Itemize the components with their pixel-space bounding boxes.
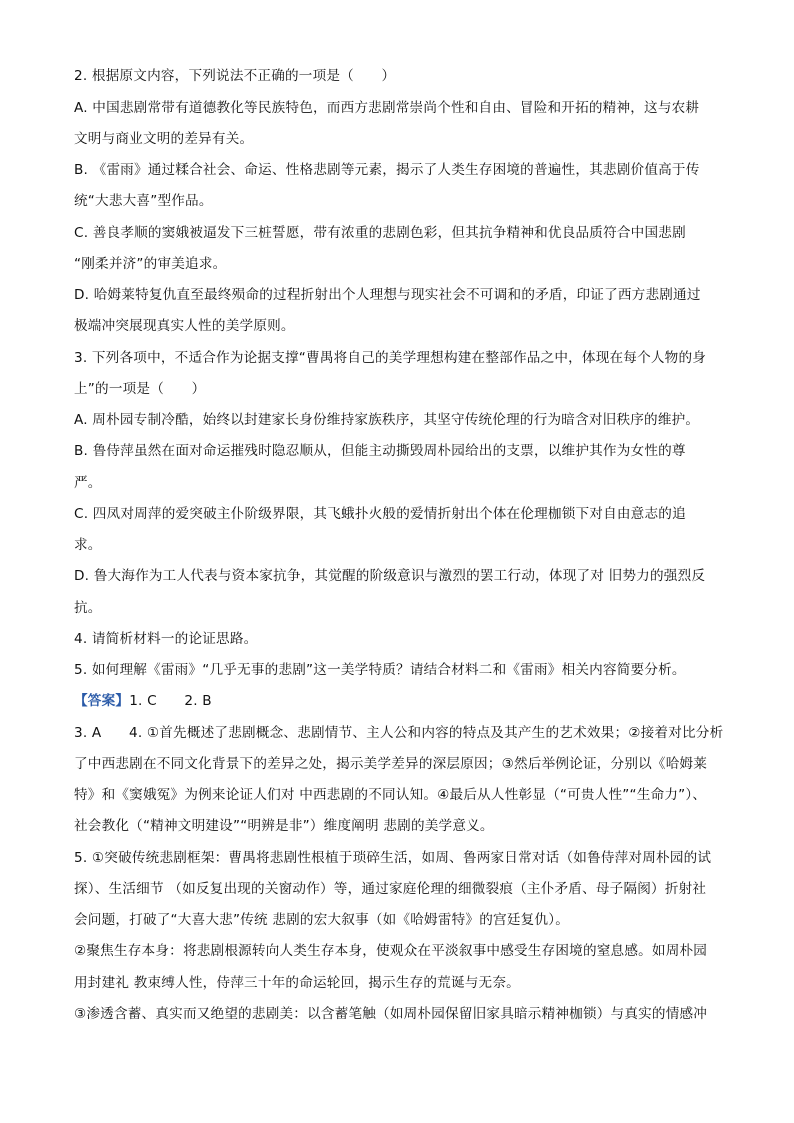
text-line: 文明与商业文明的差异有关。 xyxy=(74,131,254,147)
text-line: C. 善良孝顺的窦娥被逼发下三桩誓愿，带有浓重的悲剧色彩，但其抗争精神和优良品质符合中国悲剧 xyxy=(74,225,686,241)
text-line: 上”的一项是（ ） xyxy=(74,381,206,397)
answer-text: 1. C 2. B xyxy=(129,693,212,709)
text-line: 5. 如何理解《雷雨》“几乎无事的悲剧”这一美学特质？请结合材料二和《雷雨》相关内容简要分析。 xyxy=(74,662,686,678)
answer-line: 探）、生活细节 （如反复出现的关窗动作）等，通过家庭伦理的细微裂痕（主仆矛盾、母子隔阂）折射社 xyxy=(74,881,707,897)
answer-line: 3. A 4. ①首先概述了悲剧概念、悲剧情节、主人公和内容的特点及其产生的艺术效果；②接着对比分析 xyxy=(74,725,724,741)
text-line: “刚柔并济”的审美追求。 xyxy=(74,256,227,272)
answer-line: ③渗透含蓄、真实而又绝望的悲剧美：以含蓄笔触（如周朴园保留旧家具暗示精神枷锁）与真实的情感冲 xyxy=(74,1006,708,1022)
answer-line: 5. ①突破传统悲剧框架：曹禺将悲剧性根植于琐碎生活，如周、鲁两家日常对话（如鲁侍萍对周朴园的试 xyxy=(74,850,712,866)
answer-line: 会问题，打破了“大喜大悲”传统 悲剧的宏大叙事（如《哈姆雷特》的宫廷复仇）。 xyxy=(74,912,569,928)
answer-line: ②聚焦生存本身：将悲剧根源转向人类生存本身，使观众在平淡叙事中感受生存困境的窒息感。如周朴园 xyxy=(74,943,708,959)
answer-line: 用封建礼 教束缚人性，侍萍三十年的命运轮回，揭示生存的荒诞与无奈。 xyxy=(74,975,520,991)
text-line: 极端冲突展现真实人性的美学原则。 xyxy=(74,318,295,334)
answer-line xyxy=(74,692,734,710)
text-line: D. 哈姆莱特复仇直至最终殒命的过程折射出个人理想与现实社会不可调和的矛盾，印证了西方悲剧通过 xyxy=(74,287,701,303)
text-line: D. 鲁大海作为工人代表与资本家抗争，其觉醒的阶级意识与激烈的罢工行动，体现了对 旧势力的强烈反 xyxy=(74,568,706,584)
text-line: B. 《雷雨》通过糅合社会、命运、性格悲剧等元素，揭示了人类生存困境的普遍性，其悲剧价值高于传 xyxy=(74,162,700,178)
text-line: 统“大悲大喜”型作品。 xyxy=(74,193,213,209)
text-line: 抗。 xyxy=(74,600,102,616)
answer-line: 了中西悲剧在不同文化背景下的差异之处，揭示美学差异的深层原因；③然后举例论证，分别以《哈姆莱 xyxy=(74,756,708,772)
text-line: 3. 下列各项中，不适合作为论据支撑“曹禺将自己的美学理想构建在整部作品之中，体现在每个人物的身 xyxy=(74,350,707,366)
answer-line: 社会教化（“精神文明建设”“明辨是非”）维度阐明 悲剧的美学意义。 xyxy=(74,818,494,834)
text-line: C. 四凤对周萍的爱突破主仆阶级界限，其飞蛾扑火般的爱情折射出个体在伦理枷锁下对自由意志的追 xyxy=(74,506,686,522)
text-line: 2. 根据原文内容，下列说法不正确的一项是（ ） xyxy=(74,68,396,84)
text-line: B. 鲁侍萍虽然在面对命运摧残时隐忍顺从，但能主动撕毁周朴园给出的支票，以维护其作为女性的尊 xyxy=(74,443,686,459)
text-line: 4. 请简析材料一的论证思路。 xyxy=(74,631,258,647)
text-line: A. 周朴园专制冷酷，始终以封建家长身份维持家族秩序，其坚守传统伦理的行为暗含对旧秩序的维护。 xyxy=(74,412,700,428)
text-line: 严。 xyxy=(74,475,102,491)
answer-line: 特》和《窦娥冤》为例来论证人们对 中西悲剧的不同认知。④最后从人性彰显（“可贵人性”“生命力”）、 xyxy=(74,787,707,803)
answer-tag: 【答案】 xyxy=(74,693,130,709)
text-line: 求。 xyxy=(74,537,102,553)
text-line: A. 中国悲剧常带有道德教化等民族特色，而西方悲剧常崇尚个性和自由、冒险和开拓的精神，这与农耕 xyxy=(74,100,700,116)
